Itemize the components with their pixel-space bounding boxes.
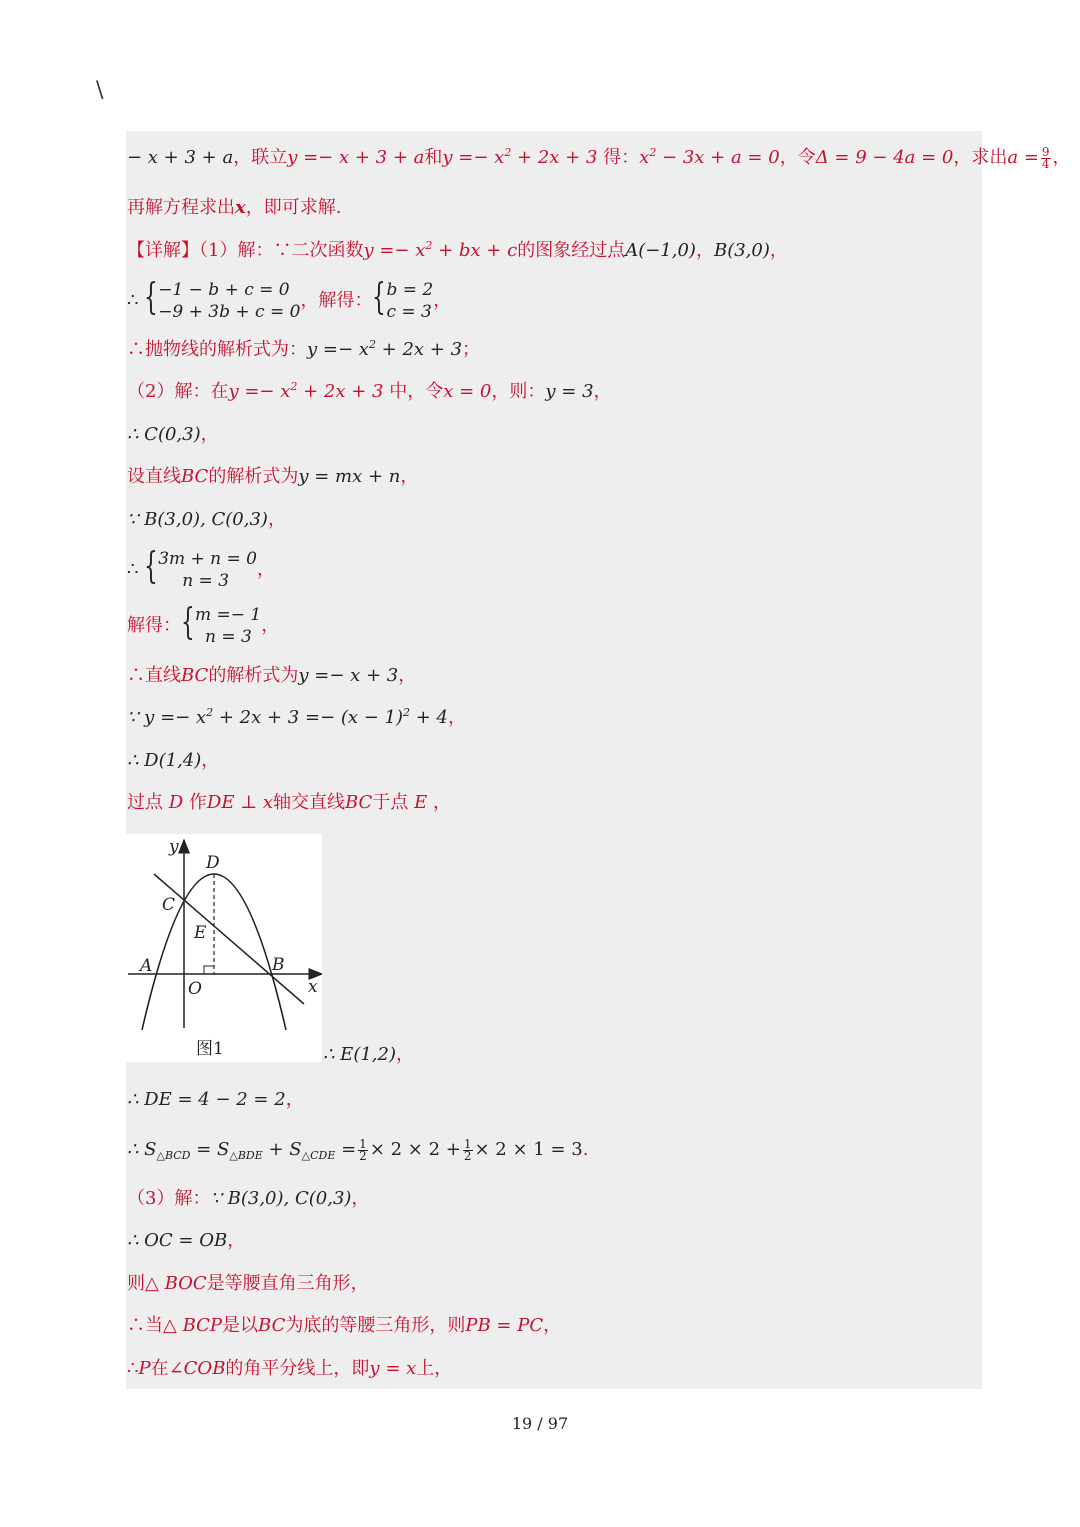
math-expr: y = x [369,1358,417,1379]
text: 上， [416,1358,453,1379]
text: 则△ [127,1273,165,1294]
math-expr: ∴ E(1,2) [323,1044,396,1065]
fraction [358,1136,368,1163]
label-e: E [194,923,207,943]
math-expr: + bx + c [432,240,518,261]
math-expr: y = mx + n [298,466,401,487]
math-expr: y = 3 [545,381,594,402]
math-var: BOC [164,1273,207,1294]
math-expr: ∴ S [127,1139,157,1160]
math-expr: DE ⊥ x [206,792,273,813]
math-expr: y =− x [442,147,505,168]
text: ， [433,290,452,311]
line-18 [127,1138,588,1162]
subscript: △CDE [301,1149,336,1162]
math-expr: y =− x [363,240,426,261]
text: ∴抛物线的解析式为： [127,339,307,360]
math-expr: A(−1,0) [625,240,696,261]
text: ，即可求解. [245,197,342,218]
brace: { [372,277,387,318]
text: ，求出 [953,147,1008,168]
text: 的解析式为 [208,466,299,487]
fraction-denominator: 4 [1041,156,1050,171]
page-number: 19 / 97 [511,1414,569,1433]
exponent: 2 [504,146,512,159]
brace: { [181,602,195,643]
math-expr: × 2 × 1 = 3 [474,1139,583,1160]
fraction [1041,144,1051,171]
text: 是等腰直角三角形， [206,1273,369,1294]
text: 中，令 [383,381,444,402]
text: ， [427,792,451,813]
line-10 [127,548,275,592]
equation-system [372,279,433,323]
line-5 [127,338,480,362]
text: 轴交直线 [273,792,345,813]
math-expr: y =− x + 3 [298,665,399,686]
fraction-numerator: 9 [1041,144,1050,159]
text: ， [261,615,280,636]
line-bc [154,874,304,1004]
equation-system [144,279,300,323]
equation-row: b = 2 [386,280,434,300]
math-expr: x [639,147,650,168]
line-23 [127,1357,452,1381]
line-21 [127,1272,369,1296]
text: 作 [183,792,207,813]
text: 于点 [372,792,415,813]
line-19 [127,1187,369,1211]
line-12 [127,664,416,688]
label-x: x [308,977,318,997]
label-b: B [272,955,285,975]
fraction-denominator: 2 [359,1148,367,1163]
text: ，令 [779,147,816,168]
equation-row: n = 3 [205,627,252,647]
text: ， [400,466,419,487]
fraction-denominator: 2 [463,1148,472,1163]
text: ∴当△ [127,1315,183,1336]
math-expr: y =− x [307,339,369,360]
math-expr: ∵ y =− x [127,707,207,728]
line-13 [127,706,466,730]
text: ， [201,750,220,771]
label-a: A [140,956,153,976]
equation-row: n = 3 [182,571,230,591]
text: 在 [150,1358,169,1379]
label-d: D [206,853,220,873]
line-6 [127,380,612,404]
math-var: BC [345,792,373,813]
text: ， [200,424,219,445]
label-c: C [162,895,176,915]
math-expr: ∴ D(1,4) [127,750,202,771]
text: 得： [597,147,640,168]
math-expr: y =− x + 3 + a [287,147,425,168]
math-expr: = S [190,1139,230,1160]
text: ，解得： [300,290,373,311]
subscript: △BCD [156,1149,191,1162]
exponent: 2 [290,380,298,393]
text: ∴直线 [127,665,181,686]
text: 是以 [222,1315,259,1336]
math-expr: + 2x + 3 =− (x − 1) [213,707,403,728]
text: ， [543,1315,562,1336]
text: 过点 [127,792,169,813]
math-expr: a = [1007,147,1039,168]
text: ， [395,1044,414,1065]
math-expr: B(3,0) [713,240,770,261]
text: ，联立 [233,147,288,168]
math-var: BC [181,665,209,686]
line-4 [127,279,451,323]
text: 的解析式为 [208,665,299,686]
exponent: 2 [425,239,433,252]
math-expr: + 2x + 3 [297,381,384,402]
text: ， [267,509,286,530]
text: ， [227,1230,246,1251]
line-17 [127,1088,304,1112]
equation-row: c = 3 [386,302,432,322]
math-var: D [168,792,184,813]
corner-backslash-mark: \ [96,78,104,103]
line-8 [127,465,418,489]
math-expr: ∴ C(0,3) [127,424,201,445]
parabola-figure [126,834,322,1062]
math-expr: = [335,1139,357,1160]
math-expr: Δ = 9 − 4a = 0 [815,147,954,168]
equation-row: −1 − b + c = 0 [158,280,290,300]
exponent: 2 [368,338,376,351]
text: 的角平分线上，即 [225,1358,370,1379]
math-expr: ∴ OC = OB [127,1230,228,1251]
figure-caption: 图1 [196,1039,224,1059]
therefore-symbol: ∴ [127,290,139,311]
math-expr: + 2x + 3 [375,339,463,360]
math-expr: − x + 3 + a [127,147,234,168]
line-15 [127,791,451,815]
line-7 [127,423,219,447]
line-14 [127,749,219,773]
label-o: O [188,979,202,999]
math-expr: ∵ B(3,0), C(0,3) [127,509,268,530]
line-16 [323,1043,414,1067]
text: ， [769,240,788,261]
text: ， [593,381,612,402]
math-var: x [235,197,246,218]
math-var: BCP [182,1315,223,1336]
text: ，则： [491,381,546,402]
exponent: 2 [403,706,410,719]
equation-row: m =− 1 [195,605,262,625]
math-expr: y =− x [228,381,291,402]
math-expr: × 2 × 2 + [369,1139,461,1160]
line-9 [127,508,286,532]
text: 解得： [127,615,181,636]
brace: { [144,546,158,587]
exponent: 2 [649,146,657,159]
equation-system [144,548,257,592]
right-angle-mark [204,966,214,974]
math-var: BC [181,466,209,487]
math-var: E [414,792,428,813]
text: ， [695,240,714,261]
text: 为底的等腰三角形，则 [285,1315,466,1336]
line-3 [127,239,788,263]
line-22 [127,1314,561,1338]
math-expr: PB = PC [465,1315,544,1336]
brace: { [144,277,158,318]
math-expr: + 4 [410,707,448,728]
equation-row: −9 + 3b + c = 0 [158,302,301,322]
text: ， [447,707,466,728]
exponent: 2 [206,706,214,719]
text: 设直线 [127,466,181,487]
line-20 [127,1229,245,1253]
equation-system [181,604,261,648]
text: 【详解】（1）解：∵二次函数 [127,240,364,261]
math-expr: − 3x + a = 0 [656,147,780,168]
therefore-symbol: ∴ [127,559,139,580]
subscript: △BDE [229,1149,263,1162]
fraction-numerator: 1 [359,1136,367,1151]
text: ； [462,339,481,360]
text: （3）解： [127,1188,211,1209]
text: ， [257,559,275,580]
text: （2）解：在 [127,381,229,402]
math-expr: x = 0 [443,381,492,402]
math-expr: + S [262,1139,302,1160]
text: 的图象经过点 [517,240,626,261]
text: ， [285,1089,304,1110]
text: 再解方程求出 [127,197,235,218]
label-y: y [169,837,179,857]
equation-row: 3m + n = 0 [158,549,257,569]
math-expr: ∠COB [168,1358,226,1379]
fraction-numerator: 1 [463,1136,472,1151]
text: 和 [424,147,443,168]
text: ， [1052,147,1071,168]
text: ， [351,1188,370,1209]
math-var: BC [258,1315,286,1336]
fraction [463,1136,473,1163]
text: . [582,1139,589,1160]
text: ， [398,665,417,686]
line-2 [127,196,341,220]
line-11 [127,604,279,648]
text: ∴ [127,1358,139,1379]
math-expr: ∴ DE = 4 − 2 = 2 [127,1089,286,1110]
parabola-diagram [126,834,322,1062]
math-var: P [138,1358,151,1379]
line-1 [127,146,1071,170]
math-expr: ∵ B(3,0), C(0,3) [210,1188,352,1209]
math-expr: + 2x + 3 [511,147,598,168]
